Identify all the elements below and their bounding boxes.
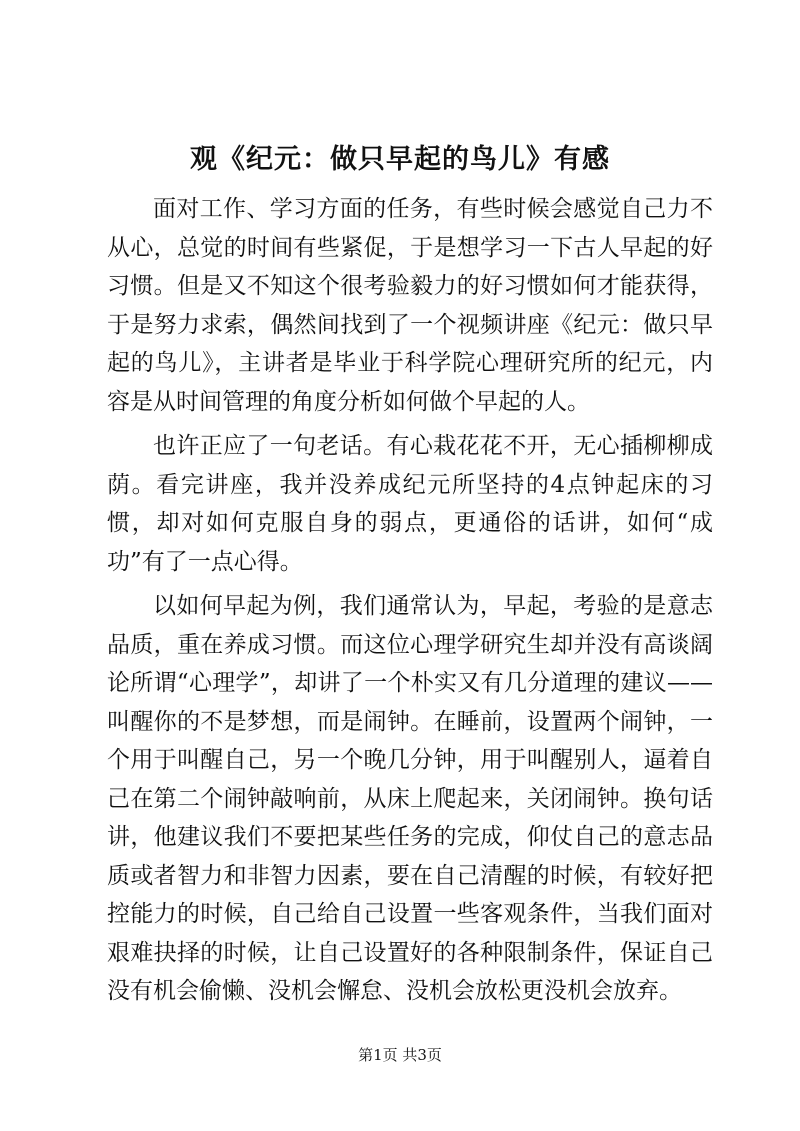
paragraph-3: 以如何早起为例，我们通常认为，早起，考验的是意志品质，重在养成习惯。而这位心理学研究生却并没有高谈阔论所谓“心理学”，却讲了一个朴实又有几分道理的建议——叫醒你的不是梦想，而是闹钟。在睡前，设置两个闹钟，一个用于叫醒自己，另一个晚几分钟，用于叫醒别人，逼着自己在第二个闹钟敲响前，从床上爬起来，关闭闹钟。换句话讲，他建议我们不要把某些任务的完成，仰仗自己的意志品质或者智力和非智力因素，要在自己清醒的时候，有较好把控能力的时候，自己给自己设置一些客观条件，当我们面对艰难抉择的时候，让自己设置好的各种限制条件，保证自己没有机会偷懒、没机会懈怠、没机会放松更没机会放弃。: [107, 593, 713, 1004]
document-title: 观《纪元：做只早起的鸟儿》有感: [190, 144, 610, 175]
paragraph-2: 也许正应了一句老话。有心栽花花不开，无心插柳柳成荫。看完讲座，我并没养成纪元所坚持的4点钟起床的习惯，却对如何克服自身的弱点，更通俗的话讲，如何“成功”有了一点心得。: [107, 433, 713, 575]
document-body: [107, 190, 713, 1017]
page-number-footer: 第1页 共3页: [358, 1046, 442, 1064]
paragraph-1: 面对工作、学习方面的任务，有些时候会感觉自己力不从心，总觉的时间有些紧促，于是想学习一下古人早起的好习惯。但是又不知这个很考验毅力的好习惯如何才能获得，于是努力求索，偶然间找到了一个视频讲座《纪元：做只早起的鸟儿》，主讲者是毕业于科学院心理研究所的纪元，内容是从时间管理的角度分析如何做个早起的人。: [107, 196, 713, 415]
